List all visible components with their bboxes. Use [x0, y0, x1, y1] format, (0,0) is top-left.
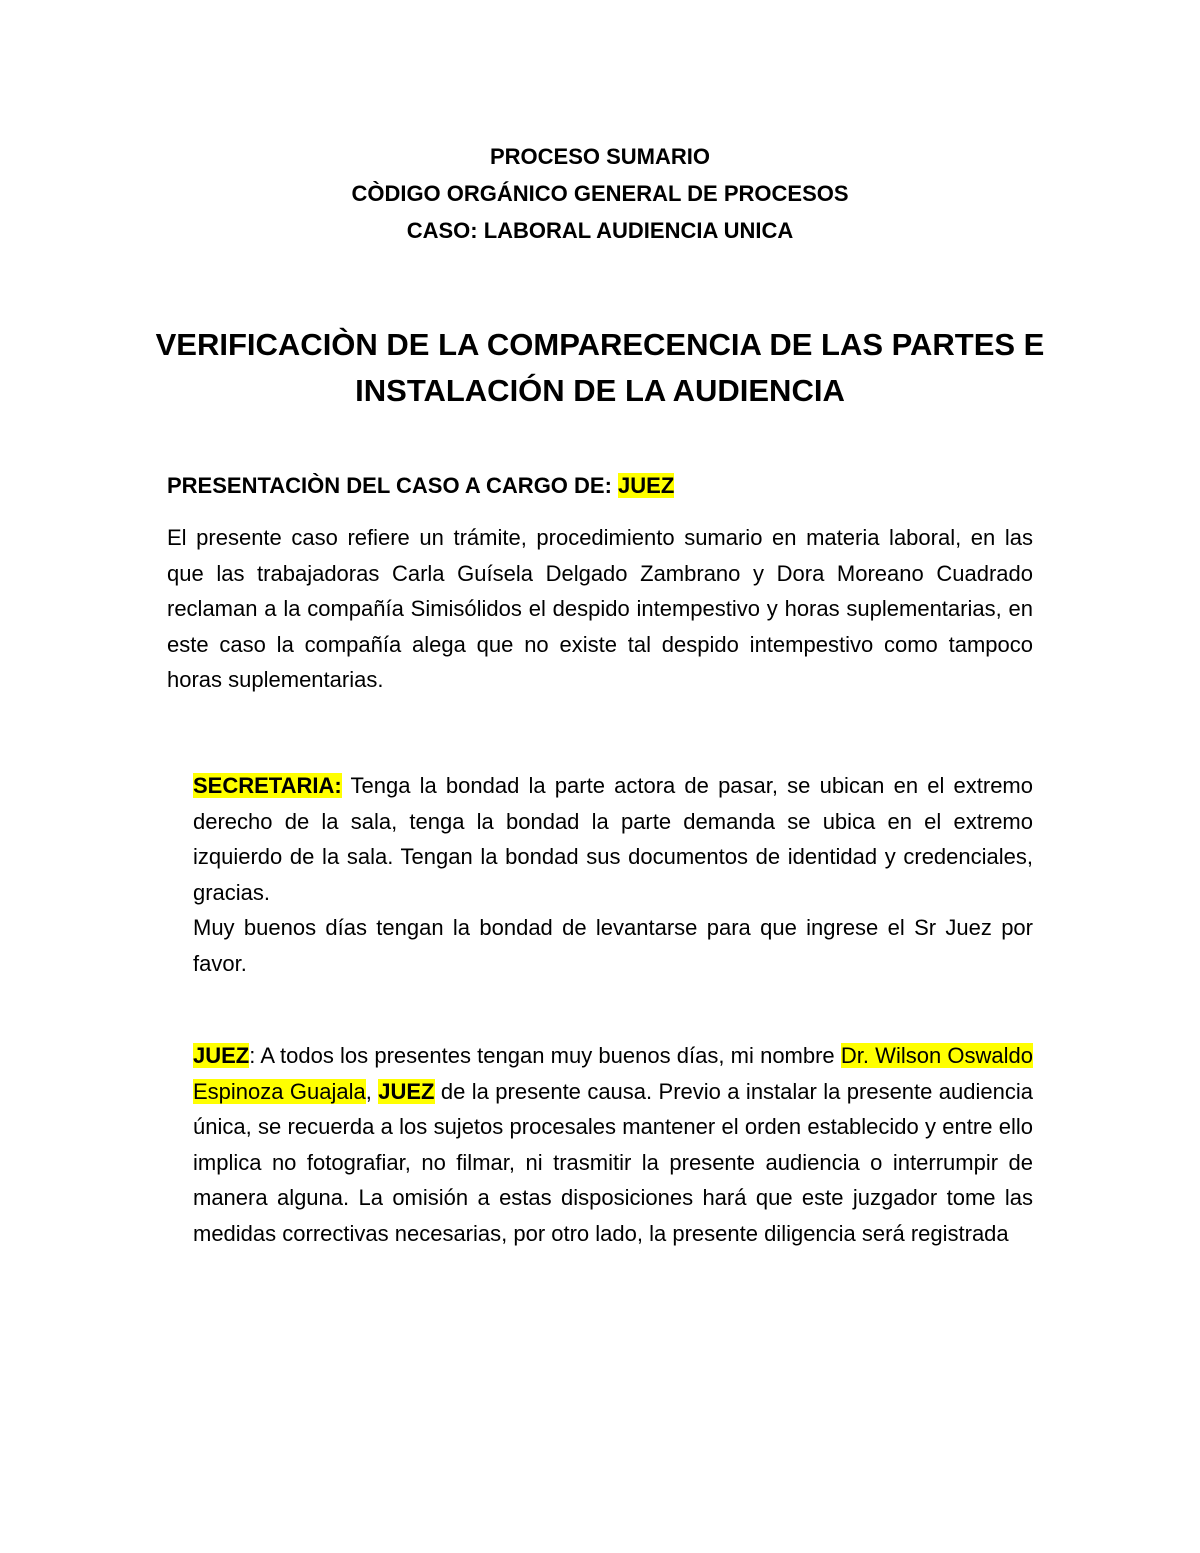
document-title — [100, 322, 1100, 414]
header-line-case: CASO: LABORAL AUDIENCIA UNICA — [406, 218, 794, 243]
secretaria-line — [193, 768, 1033, 910]
juez-name-highlight: Dr. Wilson Oswaldo Espinoza Guajala — [193, 1043, 1033, 1104]
secretaria-text: Tenga la bondad la parte actora de pasar, se ubican en el extremo derecho de la sala, tenga la bondad la parte demanda se ubica en el extremo izquierdo de la sala. Tengan la bondad sus documentos de identidad y credenciales, gracias. — [193, 773, 1033, 905]
secretaria-speaker: SECRETARIA: — [193, 773, 342, 798]
juez-role-highlight: JUEZ — [378, 1078, 435, 1104]
juez-text-intro: : A todos los presentes tengan muy buenos días, mi nombre — [249, 1043, 841, 1068]
presentation-heading — [167, 470, 674, 502]
secretaria-greeting: Muy buenos días tengan la bondad de levantarse para que ingrese el Sr Juez por favor. — [193, 915, 1033, 976]
presentation-role-highlight: JUEZ — [618, 473, 675, 498]
header-line-process: PROCESO SUMARIO — [489, 144, 711, 169]
document-header — [0, 138, 1200, 249]
presentation-label: PRESENTACIÒN DEL CASO A CARGO DE: — [167, 473, 612, 498]
title-line-2: INSTALACIÓN DE LA AUDIENCIA — [355, 373, 845, 408]
secretaria-paragraph — [193, 768, 1033, 981]
juez-paragraph — [193, 1038, 1033, 1251]
case-intro-paragraph: El presente caso refiere un trámite, procedimiento sumario en materia laboral, en las que las trabajadoras Carla Guísela Delgado Zambrano y Dora Moreano Cuadrado reclaman a la compañía Simisólidos el despido intempestivo y horas suplementarias, en este caso la compañía alega que no existe tal despido intempestivo como tampoco horas suplementarias. — [167, 525, 1033, 692]
header-line-code: CÒDIGO ORGÁNICO GENERAL DE PROCESOS — [351, 181, 849, 206]
juez-text-body: de la presente causa. Previo a instalar la presente audiencia única, se recuerda a los sujetos procesales mantener el orden establecido y entre ello implica no fotografiar, no filmar, ni trasmitir la presente audiencia o interrumpir de manera alguna. La omisión a estas disposiciones hará que este juzgador tome las medidas correctivas necesarias, por otro lado, la presente diligencia será registrada — [193, 1078, 1033, 1246]
juez-speaker: JUEZ — [193, 1043, 250, 1068]
title-line-1: VERIFICACIÒN DE LA COMPARECENCIA DE LAS PARTES E — [155, 327, 1045, 362]
juez-comma: , — [365, 1078, 379, 1104]
